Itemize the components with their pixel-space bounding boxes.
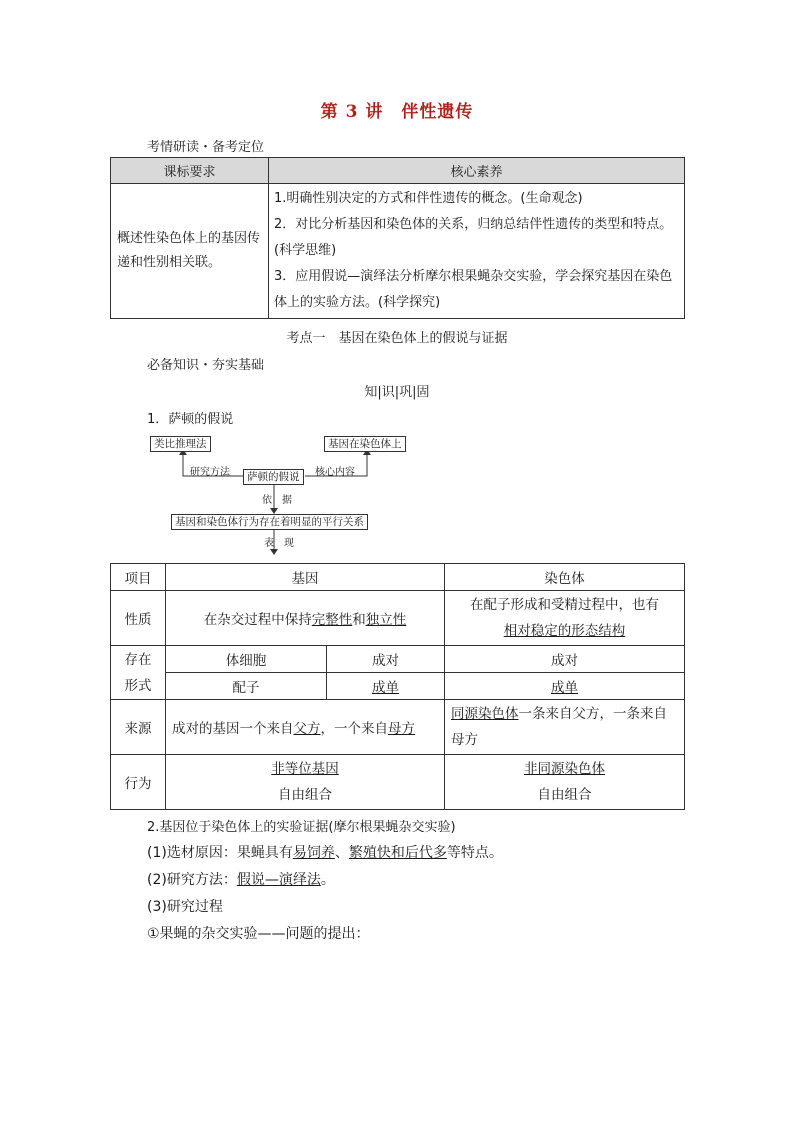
- row-label-xingwei: 行为: [111, 755, 166, 810]
- literacy-item-3: 3．应用假说—演绎法分析摩尔根果蝇杂交实验，学会探究基因在染色体上的实验方法。(科学探究): [274, 269, 673, 310]
- arrow-down-2: [270, 549, 278, 555]
- xingzhi-gene-text: 在杂交过程中保持: [203, 612, 312, 628]
- row-label-cunzai: [111, 646, 166, 700]
- somatic-cell-cell: 体细胞: [166, 646, 327, 673]
- table-row: [111, 591, 685, 646]
- laiyuan-gene-cell: [166, 700, 445, 755]
- xingwei-gene-cell: [166, 755, 445, 810]
- paragraph-2: [147, 869, 335, 889]
- p1-text: (1)选材原因：果蝇具有: [147, 845, 293, 861]
- diagram-connectors: [0, 0, 794, 560]
- kaodian-heading: 考点一 基因在染色体上的假说与证据: [286, 331, 508, 346]
- xingwei-chromosome-free: 自由组合: [537, 787, 592, 803]
- laiyuan-chromosome-text-2: 母方: [451, 732, 478, 748]
- gene-on-chromosome-box: 基因在染色体上: [324, 436, 406, 452]
- xingzhi-gene-and: 和: [352, 612, 366, 628]
- literacy-item-1: 1.明确性别决定的方式和伴性遗传的概念。(生命观念): [274, 191, 583, 206]
- p2-text-end: 。: [320, 872, 335, 888]
- gene-chromosome-table: [110, 563, 685, 810]
- header-hexin: 核心素养: [269, 158, 685, 184]
- cunzai-label-1: 存在: [124, 651, 152, 668]
- paragraph-3: (3)研究过程: [147, 899, 223, 915]
- p1-keyword-1: 易饲养: [292, 845, 335, 861]
- p2-keyword: 假说—演绎法: [236, 872, 321, 888]
- parallel-relation-box: 基因和染色体行为存在着明显的平行关系: [171, 514, 368, 530]
- gene-single-cell: [327, 673, 445, 700]
- cunzai-label-2: 形式: [124, 677, 152, 694]
- row-label-xingzhi: 性质: [111, 591, 166, 646]
- manifestation-label: 表 现: [264, 538, 294, 549]
- xingzhi-chromosome-cell: [445, 591, 685, 646]
- xingwei-chromosome-cell: [445, 755, 685, 810]
- laiyuan-gene-mother: 母方: [388, 721, 415, 737]
- table-row: [111, 646, 685, 673]
- xingzhi-chromosome-text: 在配子形成和受精过程中，也有: [470, 597, 659, 613]
- col-header-item: 项目: [111, 564, 166, 591]
- paragraph-4: ①果蝇的杂交实验——问题的提出：: [147, 926, 370, 942]
- header-kebiao: 课标要求: [111, 158, 269, 184]
- laiyuan-gene-text-1: 成对的基因一个来自: [172, 721, 294, 737]
- laiyuan-chromosome-text-1: 一条来自父方，一条来自: [518, 706, 667, 722]
- laiyuan-gene-father: 父方: [293, 721, 321, 737]
- item-1-heading: 1．萨顿的假说: [147, 412, 234, 427]
- table-row: [111, 755, 685, 810]
- bibei-heading: 必备知识・夯实基础: [147, 358, 265, 373]
- chromosome-single-cell: [445, 673, 685, 700]
- gamete-cell: 配子: [166, 673, 327, 700]
- p2-text: (2)研究方法：: [147, 872, 237, 888]
- requirement-cell: 概述性染色体上的基因传递和性别相关联。: [111, 184, 269, 319]
- research-method-label: 研究方法: [190, 467, 230, 478]
- table-row: [111, 700, 685, 755]
- p1-text-end: 等特点。: [446, 845, 503, 861]
- p1-keyword-2: 繁殖快和后代多: [348, 845, 447, 861]
- gene-single-text: 成单: [372, 680, 399, 696]
- paragraph-1: [147, 842, 503, 862]
- table-row: [111, 564, 685, 591]
- xingwei-gene-free: 自由组合: [278, 787, 332, 803]
- table-row: [111, 673, 685, 700]
- row-label-laiyuan: 来源: [111, 700, 166, 755]
- basis-label: 依 据: [262, 495, 292, 506]
- xingzhi-gene-cell: [166, 591, 445, 646]
- satton-hypothesis-box: 萨顿的假说: [243, 469, 304, 485]
- analogy-method-box: 类比推理法: [150, 436, 211, 452]
- laiyuan-chromosome-cell: [445, 700, 685, 755]
- section-heading: 考情研读・备考定位: [147, 140, 265, 155]
- xingwei-nonallelic: 非等位基因: [271, 761, 339, 777]
- gene-paired-cell: 成对: [327, 646, 445, 673]
- col-header-chromosome: 染色体: [445, 564, 685, 591]
- chromosome-single-text: 成单: [551, 680, 578, 696]
- zhishi-heading: 知|识|巩|固: [364, 385, 430, 400]
- core-content-label: 核心内容: [315, 467, 355, 478]
- xingzhi-gene-keyword-1: 完整性: [311, 612, 353, 628]
- literacy-item-2: 2．对比分析基因和染色体的关系，归纳总结伴性遗传的类型和特点。(科学思维): [274, 217, 673, 258]
- item-2-heading: 2.基因位于染色体上的实验证据(摩尔根果蝇杂交实验): [147, 820, 456, 835]
- laiyuan-homologous: 同源染色体: [451, 706, 519, 722]
- laiyuan-gene-text-2: ，一个来自: [320, 721, 388, 737]
- chromosome-paired-cell: 成对: [445, 646, 685, 673]
- xingwei-nonhomologous: 非同源染色体: [524, 761, 605, 777]
- xingzhi-chromosome-keyword: 相对稳定的形态结构: [503, 623, 626, 639]
- page-title: 第 3 讲 伴性遗传: [320, 102, 474, 122]
- col-header-gene: 基因: [166, 564, 445, 591]
- xingzhi-gene-keyword-2: 独立性: [365, 612, 407, 628]
- p1-sep: 、: [334, 845, 349, 861]
